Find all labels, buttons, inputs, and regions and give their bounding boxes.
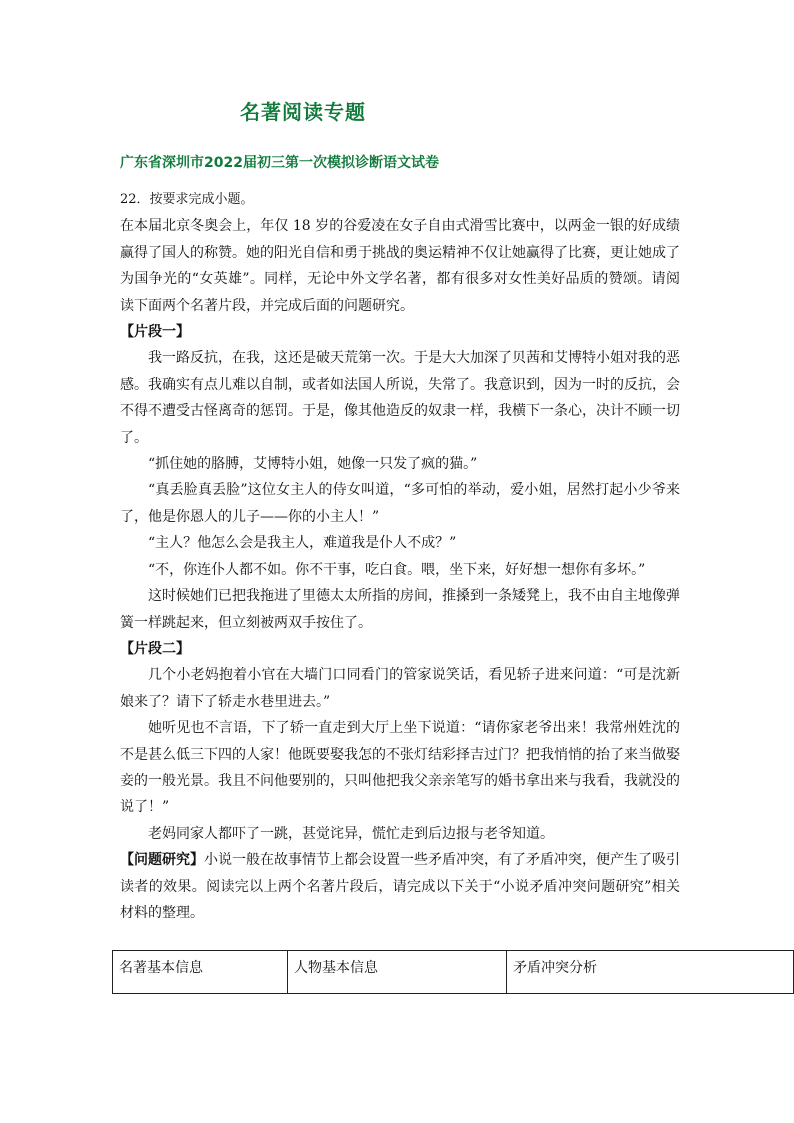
question-intro: 在本届北京冬奥会上，年仅 18 岁的谷爱凌在女子自由式滑雪比赛中，以两金一银的好成绩赢得了国人的称赞。她的阳光自信和勇于挑战的奥运精神不仅让她赢得了比赛，更让她成了为国争光的“女英雄”。同样，无论中外文学名著，都有很多对女性美好品质的赞颂。请阅读下面两个名著片段，并完成后面的问题研究。 <box>120 218 680 314</box>
research-table <box>112 950 794 994</box>
fragment1-paragraph: “真丢脸真丢脸”这位女主人的侍女叫道，“多可怕的举动，爱小姐，居然打起小少爷来了，他是你恩人的儿子——你的小主人！” <box>120 482 680 525</box>
research-block <box>120 847 680 926</box>
fragment1-paragraph: “不，你连仆人都不如。你不干事，吃白食。喂，坐下来，好好想一想你有多坏。” <box>148 561 646 578</box>
exam-source: 广东省深圳市2022届初三第一次模拟诊断语文试卷 <box>120 155 439 171</box>
fragment1-paragraph: 这时候她们已把我拖进了里德太太所指的房间，推搡到一条矮凳上，我不由自主地像弹簧一样跳起来，但立刻被两双手按住了。 <box>120 588 680 631</box>
fragment1-paragraph: 我一路反抗，在我，这还是破天荒第一次。于是大大加深了贝茜和艾博特小姐对我的恶感。我确实有点儿难以自制，或者如法国人所说，失常了。我意识到，因为一时的反抗，会不得不遭受古怪离奇的惩罚。于是，像其他造反的奴隶一样，我横下一条心，决计不顾一切了。 <box>120 350 680 446</box>
table-header-cell: 矛盾冲突分析 <box>507 951 794 994</box>
fragment2-paragraph: 几个小老妈抱着小官在大墙门口同看门的管家说笑话，看见轿子进来问道：“可是沈新娘来了？请下了轿走水巷里进去。” <box>120 667 680 710</box>
table-header-cell: 名著基本信息 <box>113 951 288 994</box>
table-header-row <box>113 951 794 994</box>
fragment2-paragraph: 她听见也不言语，下了轿一直走到大厅上坐下说道：“请你家老爷出来！我常州姓沈的不是甚么低三下四的人家！他既要娶我怎的不张灯结彩择吉过门？把我悄悄的抬了来当做娶妾的一般光景。我且不问他要别的，只叫他把我父亲亲笔写的婚书拿出来与我看，我就没的说了！” <box>120 720 680 816</box>
question-number <box>120 186 680 213</box>
fragment2-paragraph: 老妈同家人都吓了一跳，甚觉诧异，慌忙走到后边报与老爷知道。 <box>148 825 554 842</box>
fragment2-heading: 【片段二】 <box>120 640 190 657</box>
research-heading: 【问题研究】 <box>120 852 204 869</box>
fragment1-paragraph: “抓住她的胳膊，艾博特小姐，她像一只发了疯的猫。” <box>148 456 478 473</box>
question-content <box>120 186 680 926</box>
page-title: 名著阅读专题 <box>240 100 366 124</box>
table-header-cell: 人物基本信息 <box>288 951 507 994</box>
question-number-text: 22．按要求完成小题。 <box>120 192 254 207</box>
fragment1-heading: 【片段一】 <box>120 324 190 341</box>
fragment1-paragraph: “主人？他怎么会是我主人，难道我是仆人不成？” <box>148 535 457 552</box>
research-text: 小说一般在故事情节上都会设置一些矛盾冲突，有了矛盾冲突，便产生了吸引读者的效果。阅读完以上两个名著片段后，请完成以下关于“小说矛盾冲突问题研究”相关材料的整理。 <box>120 852 680 921</box>
